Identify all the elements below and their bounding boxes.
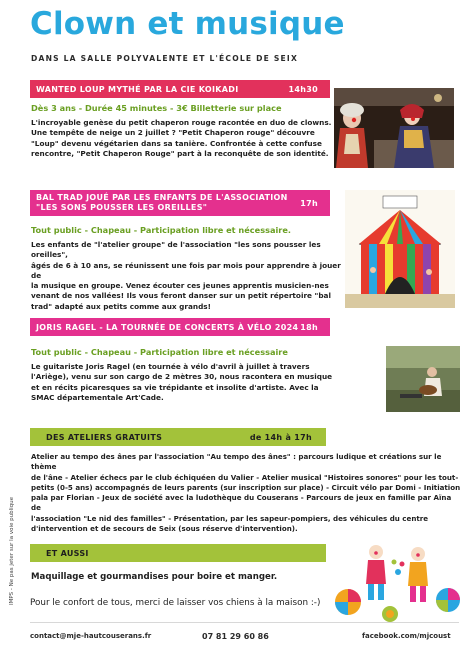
facebook-link[interactable]: facebook.com/mjcoust: [362, 632, 451, 640]
event-2-title-line-2: "LES SONS POUSSER LES OREILLES": [36, 203, 208, 212]
event-1-line: Une tempête de neige un 2 juillet ? "Petit Chaperon rouge" découvre: [31, 128, 315, 138]
also-text: Maquillage et gourmandises pour boire et manger.: [31, 572, 278, 582]
contact-email[interactable]: contact@mje-hautcouserans.fr: [30, 632, 152, 640]
event-3-description: [31, 362, 341, 403]
clowns-illustration: [330, 542, 465, 624]
workshops-title-bar: [30, 428, 326, 446]
event-2-line: venant de nos vallées! Ils vous feront danser sur un petit répertoire "bal: [31, 291, 331, 301]
event-3-line: et en récits picaresques sa vie trépidante et insolite d'artiste. Avec la: [31, 382, 319, 392]
event-2-line: la musique en groupe. Venez écouter ces jeunes apprentis musicien-nes: [31, 281, 329, 291]
event-3-meta: Tout public - Chapeau - Participation libre et nécessaire: [31, 347, 288, 357]
workshops-line: l'association "Le nid des familles" - Présentation, par les sapeur-pompiers, des véhicules du centre: [31, 513, 429, 523]
contact-phone[interactable]: 07 81 29 60 86: [202, 632, 269, 641]
workshops-line: pala par Florian - Jeux de société avec la ludothèque du Couserans - Parcours de jeux en famille par Aïna de: [31, 493, 452, 513]
event-1-line: L'incroyable genèse du petit chaperon rouge racontée en duo de clowns.: [31, 118, 332, 127]
dogs-note: Pour le confort de tous, merci de laisser vos chiens à la maison :-): [30, 598, 321, 608]
side-note-text: IMPS - Ne pas jeter sur la voie publique: [9, 497, 15, 606]
workshops-line: Atelier au tempo des ânes par l'association "Au tempo des ânes" : parcours ludique et créations sur le thème: [31, 452, 442, 472]
event-1-title: WANTED LOUP MYTHÉ PAR LA CIE KOIKADI: [36, 84, 239, 94]
workshops-description: [31, 452, 461, 534]
event-1-line: rencontre, "Petit Chaperon Rouge" part à la reconquête de son identité.: [31, 148, 329, 158]
workshops-line: de l'âne - Atelier échecs par le club échiquéen du Valier - Atelier musical "Histoires sonores" pour les tout-: [31, 472, 459, 482]
event-1-meta: Dès 3 ans - Durée 45 minutes - 3€ Billetterie sur place: [31, 103, 282, 113]
workshops-title: DES ATELIERS GRATUITS: [46, 432, 163, 442]
event-1-title-bar: [30, 80, 330, 98]
circus-tent-drawing: [345, 190, 455, 308]
workshops-line: d'intervention et de secours de Seix (sous réserve d'intervention).: [31, 524, 298, 534]
event-2-line: trad" adapté aux petits comme aux grands!: [31, 301, 211, 311]
workshops-time: de 14h à 17h: [249, 432, 312, 442]
guitarist-photo: [386, 346, 460, 412]
page-title: Clown et musique: [30, 6, 345, 42]
also-title-bar: [30, 544, 326, 562]
event-3-line: l'Ariège), venu sur son cargo de 2 mètres 30, nous racontera en musique: [31, 372, 333, 382]
also-title: ET AUSSI: [46, 548, 89, 558]
event-2-meta: Tout public - Chapeau - Participation libre et nécessaire.: [31, 225, 291, 235]
page-subtitle: DANS LA SALLE POLYVALENTE ET L'ÉCOLE DE SEIX: [31, 54, 298, 63]
event-2-time: 17h: [300, 198, 318, 208]
event-3-title-bar: [30, 318, 330, 336]
event-3-title: JORIS RAGEL - LA TOURNÉE DE CONCERTS À VÉLO 2024: [36, 322, 299, 332]
event-2-line: âgés de 6 à 10 ans, se réunissent une fois par mois pour apprendre à jouer de: [31, 260, 341, 280]
footer-divider: [30, 622, 459, 623]
event-3-time: 18h: [300, 322, 318, 332]
event-1-line: "Loup" devenu végétarien dans sa tanière. Confrontée à cette confuse: [31, 138, 322, 148]
event-2-description: [31, 240, 343, 312]
event-2-line: Les enfants de "l'atelier groupe" de l'association "les sons pousser les oreilles",: [31, 240, 321, 260]
event-3-line: SMAC départementale Art'Cade.: [31, 392, 164, 402]
event-2-title-line-1: BAL TRAD JOUÉ PAR LES ENFANTS DE L'ASSOCIATION: [36, 193, 288, 202]
event-1-time: 14h30: [288, 84, 318, 94]
workshops-line: petits (0-5 ans) accompagnés de leurs parents (sur inscription sur place) - Circuit vélo par Domi - Initiation: [31, 482, 461, 492]
event-3-line: Le guitariste Joris Ragel (en tournée à vélo d'avril à juillet à travers: [31, 362, 310, 371]
event-2-title-bar: [30, 190, 330, 216]
side-note: [4, 480, 16, 630]
clowns-photo: [334, 88, 454, 168]
event-1-description: [31, 118, 336, 159]
